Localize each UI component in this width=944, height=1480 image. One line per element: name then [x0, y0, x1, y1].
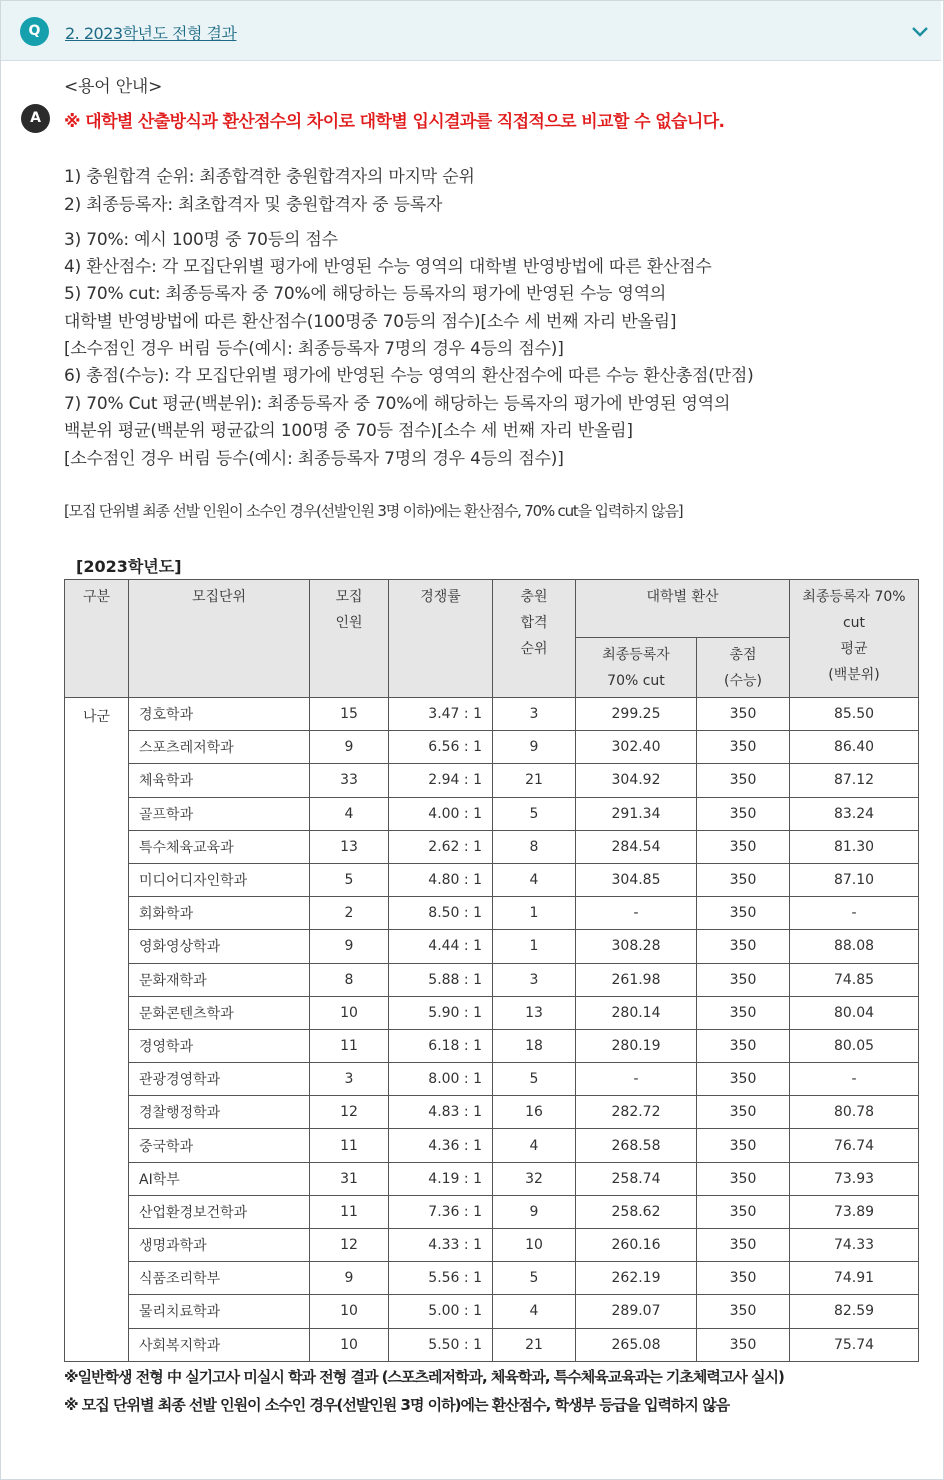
quota-cell: 12 — [310, 1096, 389, 1129]
cut-score-cell: 308.28 — [576, 930, 697, 963]
percentile-avg-cell: 80.04 — [790, 996, 919, 1029]
term-line: 1) 충원합격 순위: 최종합격한 충원합격자의 마지막 순위 — [64, 167, 475, 187]
dept-cell: AI학부 — [129, 1162, 310, 1195]
cut-score-cell: 289.07 — [576, 1295, 697, 1328]
total-score-cell: 350 — [697, 930, 790, 963]
footnote: ※일반학생 전형 中 실기고사 미실시 학과 전형 결과 (스포츠레저학과, 체육학과, 특수체육교육과는 기초체력고사 실시) — [64, 1368, 784, 1386]
term-line: 2) 최종등록자: 최초합격자 및 충원합격자 중 등록자 — [64, 195, 443, 215]
ratio-cell: 5.00 : 1 — [389, 1295, 493, 1328]
table-row — [65, 1262, 919, 1295]
ratio-cell: 3.47 : 1 — [389, 698, 493, 731]
rank-cell: 5 — [493, 1063, 576, 1096]
term-line: [소수점인 경우 버림 등수(예시: 최종등록자 7명의 경우 4등의 점수)] — [64, 449, 564, 469]
cut-score-cell: 262.19 — [576, 1262, 697, 1295]
total-score-cell: 350 — [697, 1063, 790, 1096]
cut-score-cell: 304.92 — [576, 764, 697, 797]
quota-cell: 3 — [310, 1063, 389, 1096]
dept-cell: 물리치료학과 — [129, 1295, 310, 1328]
dept-cell: 문화콘텐츠학과 — [129, 996, 310, 1029]
percentile-avg-cell: 81.30 — [790, 830, 919, 863]
cut-score-cell: 258.62 — [576, 1195, 697, 1228]
percentile-avg-cell: 80.78 — [790, 1096, 919, 1129]
term-line: 4) 환산점수: 각 모집단위별 평가에 반영된 수능 영역의 대학별 반영방법에 따른 환산점수 — [64, 257, 712, 277]
ratio-cell: 4.19 : 1 — [389, 1162, 493, 1195]
quota-cell: 9 — [310, 731, 389, 764]
percentile-avg-cell: - — [790, 897, 919, 930]
ratio-cell: 4.00 : 1 — [389, 797, 493, 830]
rank-cell: 16 — [493, 1096, 576, 1129]
rank-cell: 10 — [493, 1229, 576, 1262]
dept-cell: 체육학과 — [129, 764, 310, 797]
answer-badge: A — [21, 104, 50, 133]
ratio-cell: 4.80 : 1 — [389, 863, 493, 896]
ratio-cell: 6.18 : 1 — [389, 1029, 493, 1062]
term-line: 7) 70% Cut 평균(백분위): 최종등록자 중 70%에 해당하는 등록자의 평가에 반영된 영역의 — [64, 394, 731, 414]
ratio-cell: 8.50 : 1 — [389, 897, 493, 930]
dept-cell: 경영학과 — [129, 1029, 310, 1062]
ratio-cell: 4.44 : 1 — [389, 930, 493, 963]
ratio-cell: 4.33 : 1 — [389, 1229, 493, 1262]
header-competition: 경쟁률 — [389, 580, 493, 698]
table-row — [65, 930, 919, 963]
table-row — [65, 1096, 919, 1129]
percentile-avg-cell: 74.91 — [790, 1262, 919, 1295]
term-line: 대학별 반영방법에 따른 환산점수(100명중 70등의 점수)[소수 세 번째 자리 반올림] — [64, 312, 677, 332]
quota-cell: 12 — [310, 1229, 389, 1262]
dept-cell: 골프학과 — [129, 797, 310, 830]
dept-cell: 사회복지학과 — [129, 1328, 310, 1361]
ratio-cell: 8.00 : 1 — [389, 1063, 493, 1096]
header-quota: 모집 인원 — [310, 580, 389, 698]
dept-cell: 산업환경보건학과 — [129, 1195, 310, 1228]
cut-score-cell: 282.72 — [576, 1096, 697, 1129]
table-row — [65, 698, 919, 731]
rank-cell: 1 — [493, 930, 576, 963]
table-row — [65, 996, 919, 1029]
dept-cell: 미디어디자인학과 — [129, 863, 310, 896]
dept-cell: 생명과학과 — [129, 1229, 310, 1262]
quota-cell: 2 — [310, 897, 389, 930]
dept-cell: 경호학과 — [129, 698, 310, 731]
total-score-cell: 350 — [697, 996, 790, 1029]
header-total: 총점 (수능) — [697, 638, 790, 698]
quota-cell: 11 — [310, 1129, 389, 1162]
table-row — [65, 797, 919, 830]
rank-cell: 4 — [493, 863, 576, 896]
ratio-cell: 2.62 : 1 — [389, 830, 493, 863]
rank-cell: 9 — [493, 731, 576, 764]
cut-score-cell: 304.85 — [576, 863, 697, 896]
table-row — [65, 863, 919, 896]
table-row — [65, 1328, 919, 1361]
ratio-cell: 6.56 : 1 — [389, 731, 493, 764]
cut-score-cell: - — [576, 897, 697, 930]
ratio-cell: 5.56 : 1 — [389, 1262, 493, 1295]
group-cell: 나군 — [65, 698, 129, 1362]
percentile-avg-cell: 87.10 — [790, 863, 919, 896]
quota-cell: 9 — [310, 1262, 389, 1295]
cut-score-cell: 280.19 — [576, 1029, 697, 1062]
table-row — [65, 731, 919, 764]
question-header[interactable] — [1, 1, 941, 61]
cut-score-cell: 291.34 — [576, 797, 697, 830]
quota-cell: 13 — [310, 830, 389, 863]
total-score-cell: 350 — [697, 1262, 790, 1295]
header-final-70: 최종등록자 70% cut — [576, 638, 697, 698]
total-score-cell: 350 — [697, 1029, 790, 1062]
percentile-avg-cell: 74.85 — [790, 963, 919, 996]
cut-score-cell: 265.08 — [576, 1328, 697, 1361]
header-group: 구분 — [65, 580, 129, 698]
guide-heading: <용어 안내> — [64, 77, 163, 97]
total-score-cell: 350 — [697, 963, 790, 996]
percentile-avg-cell: 82.59 — [790, 1295, 919, 1328]
total-score-cell: 350 — [697, 731, 790, 764]
rank-cell: 5 — [493, 797, 576, 830]
dept-cell: 중국학과 — [129, 1129, 310, 1162]
rank-cell: 9 — [493, 1195, 576, 1228]
ratio-cell: 5.90 : 1 — [389, 996, 493, 1029]
term-line: 5) 70% cut: 최종등록자 중 70%에 해당하는 등록자의 평가에 반영된 수능 영역의 — [64, 284, 667, 304]
table-row — [65, 1029, 919, 1062]
rank-cell: 1 — [493, 897, 576, 930]
cut-score-cell: 260.16 — [576, 1229, 697, 1262]
percentile-avg-cell: 73.93 — [790, 1162, 919, 1195]
ratio-cell: 5.50 : 1 — [389, 1328, 493, 1361]
table-row — [65, 830, 919, 863]
quota-cell: 33 — [310, 764, 389, 797]
dept-cell: 영화영상학과 — [129, 930, 310, 963]
cut-score-cell: - — [576, 1063, 697, 1096]
rank-cell: 4 — [493, 1295, 576, 1328]
total-score-cell: 350 — [697, 1129, 790, 1162]
quota-cell: 15 — [310, 698, 389, 731]
percentile-avg-cell: 87.12 — [790, 764, 919, 797]
percentile-avg-cell: - — [790, 1063, 919, 1096]
percentile-avg-cell: 80.05 — [790, 1029, 919, 1062]
cut-score-cell: 302.40 — [576, 731, 697, 764]
quota-cell: 5 — [310, 863, 389, 896]
percentile-avg-cell: 74.33 — [790, 1229, 919, 1262]
ratio-cell: 7.36 : 1 — [389, 1195, 493, 1228]
ratio-cell: 4.83 : 1 — [389, 1096, 493, 1129]
question-title-link[interactable]: 2. 2023학년도 전형 결과 — [65, 24, 237, 43]
quota-cell: 31 — [310, 1162, 389, 1195]
total-score-cell: 350 — [697, 1295, 790, 1328]
quota-cell: 9 — [310, 930, 389, 963]
ratio-cell: 5.88 : 1 — [389, 963, 493, 996]
quota-cell: 11 — [310, 1195, 389, 1228]
ratio-cell: 4.36 : 1 — [389, 1129, 493, 1162]
percentile-avg-cell: 83.24 — [790, 797, 919, 830]
rank-cell: 18 — [493, 1029, 576, 1062]
total-score-cell: 350 — [697, 797, 790, 830]
total-score-cell: 350 — [697, 698, 790, 731]
total-score-cell: 350 — [697, 1195, 790, 1228]
dept-cell: 경찰행정학과 — [129, 1096, 310, 1129]
quota-cell: 10 — [310, 1295, 389, 1328]
total-score-cell: 350 — [697, 1229, 790, 1262]
warning-text: ※ 대학별 산출방식과 환산점수의 차이로 대학별 입시결과를 직접적으로 비교할 수 없습니다. — [64, 112, 725, 132]
total-score-cell: 350 — [697, 863, 790, 896]
term-line: 6) 총점(수능): 각 모집단위별 평가에 반영된 수능 영역의 환산점수에 따른 수능 환산총점(만점) — [64, 366, 754, 386]
total-score-cell: 350 — [697, 897, 790, 930]
term-line: 백분위 평균(백분위 평균값의 100명 중 70등 점수)[소수 세 번째 자리 반올림] — [64, 421, 633, 441]
quota-cell: 4 — [310, 797, 389, 830]
table-row — [65, 1229, 919, 1262]
percentile-avg-cell: 75.74 — [790, 1328, 919, 1361]
quota-cell: 10 — [310, 996, 389, 1029]
rank-cell: 5 — [493, 1262, 576, 1295]
question-badge: Q — [20, 17, 49, 46]
dept-cell: 관광경영학과 — [129, 1063, 310, 1096]
percentile-avg-cell: 73.89 — [790, 1195, 919, 1228]
cut-score-cell: 280.14 — [576, 996, 697, 1029]
chevron-down-icon[interactable] — [909, 21, 931, 43]
cut-score-cell: 284.54 — [576, 830, 697, 863]
dept-cell: 문화재학과 — [129, 963, 310, 996]
table-row — [65, 1162, 919, 1195]
quota-cell: 10 — [310, 1328, 389, 1361]
rank-cell: 8 — [493, 830, 576, 863]
total-score-cell: 350 — [697, 1162, 790, 1195]
header-pct-avg: 최종등록자 70% cut 평균 (백분위) — [790, 580, 919, 698]
table-row — [65, 1295, 919, 1328]
percentile-avg-cell: 76.74 — [790, 1129, 919, 1162]
table-body — [65, 698, 919, 1362]
dept-cell: 특수체육교육과 — [129, 830, 310, 863]
cut-score-cell: 261.98 — [576, 963, 697, 996]
cut-score-cell: 299.25 — [576, 698, 697, 731]
quota-cell: 11 — [310, 1029, 389, 1062]
footnote: ※ 모집 단위별 최종 선발 인원이 소수인 경우(선발인원 3명 이하)에는 환산점수, 학생부 등급을 입력하지 않음 — [64, 1396, 730, 1414]
rank-cell: 3 — [493, 698, 576, 731]
header-extra-rank: 충원 합격 순위 — [493, 580, 576, 698]
rank-cell: 4 — [493, 1129, 576, 1162]
total-score-cell: 350 — [697, 1328, 790, 1361]
percentile-avg-cell: 85.50 — [790, 698, 919, 731]
term-line: 3) 70%: 예시 100명 중 70등의 점수 — [64, 230, 338, 250]
condition-note: [모집 단위별 최종 선발 인원이 소수인 경우(선발인원 3명 이하)에는 환산점수, 70% cut을 입력하지 않음] — [64, 502, 683, 520]
percentile-avg-cell: 88.08 — [790, 930, 919, 963]
total-score-cell: 350 — [697, 764, 790, 797]
quota-cell: 8 — [310, 963, 389, 996]
ratio-cell: 2.94 : 1 — [389, 764, 493, 797]
admission-results-table — [64, 579, 919, 1362]
total-score-cell: 350 — [697, 1096, 790, 1129]
table-row — [65, 963, 919, 996]
header-dept: 모집단위 — [129, 580, 310, 698]
dept-cell: 식품조리학부 — [129, 1262, 310, 1295]
table-row — [65, 1129, 919, 1162]
rank-cell: 21 — [493, 764, 576, 797]
cut-score-cell: 268.58 — [576, 1129, 697, 1162]
percentile-avg-cell: 86.40 — [790, 731, 919, 764]
table-row — [65, 764, 919, 797]
cut-score-cell: 258.74 — [576, 1162, 697, 1195]
dept-cell: 회화학과 — [129, 897, 310, 930]
total-score-cell: 350 — [697, 830, 790, 863]
rank-cell: 21 — [493, 1328, 576, 1361]
rank-cell: 13 — [493, 996, 576, 1029]
table-row — [65, 1063, 919, 1096]
rank-cell: 32 — [493, 1162, 576, 1195]
dept-cell: 스포츠레저학과 — [129, 731, 310, 764]
table-row — [65, 897, 919, 930]
rank-cell: 3 — [493, 963, 576, 996]
table-title: [2023학년도] — [76, 557, 182, 576]
term-line: [소수점인 경우 버림 등수(예시: 최종등록자 7명의 경우 4등의 점수)] — [64, 339, 564, 359]
table-row — [65, 1195, 919, 1228]
header-univ-score: 대학별 환산 — [576, 580, 790, 638]
